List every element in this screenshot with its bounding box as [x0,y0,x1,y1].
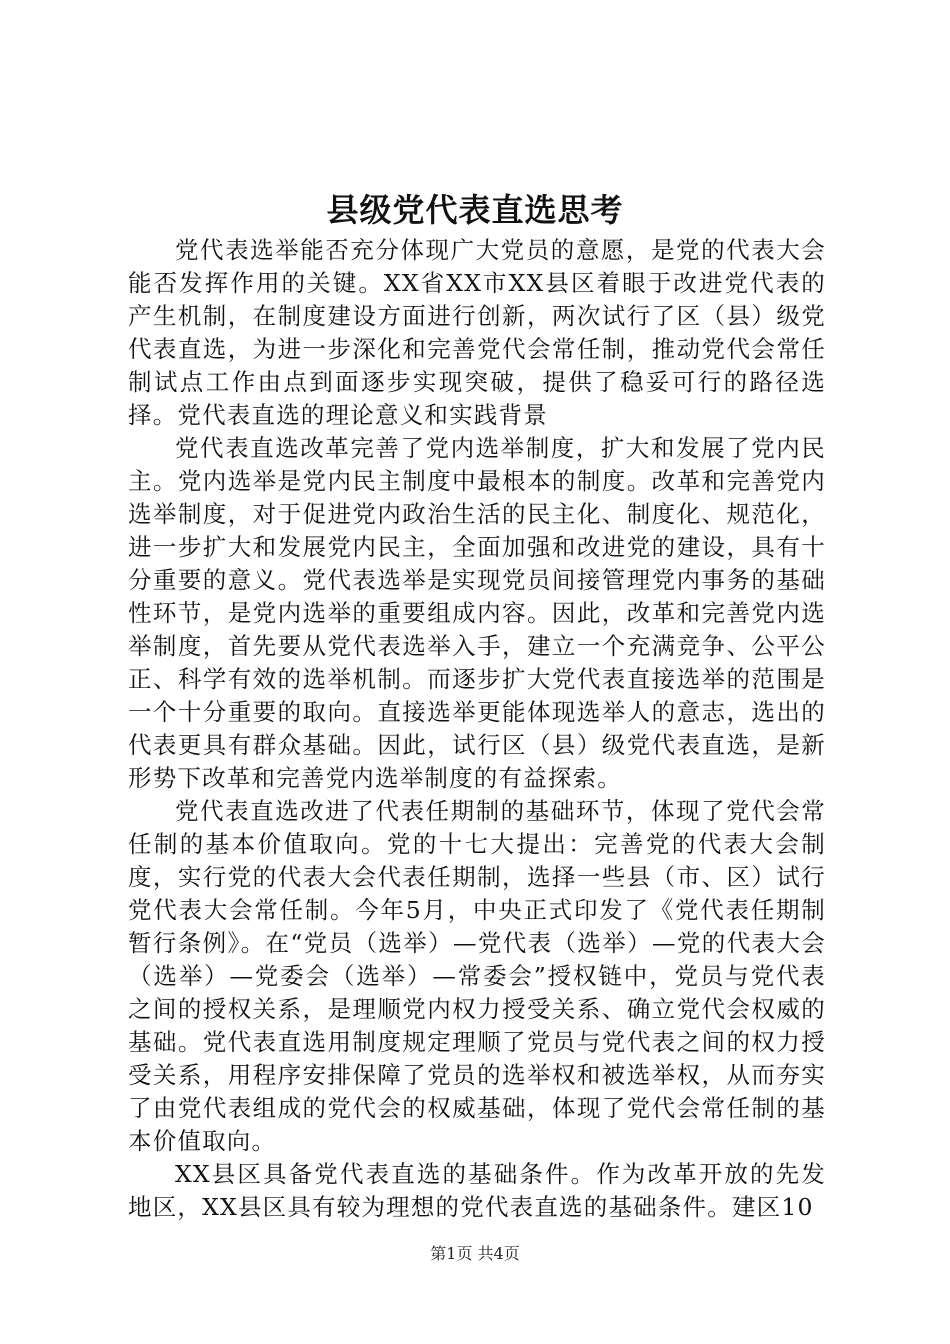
paragraph-4: XX县区具备党代表直选的基础条件。作为改革开放的先发地区，XX县区具有较为理想的党代表直选的基础条件。建区10 [128,1160,826,1221]
paragraph-2: 党代表直选改革完善了党内选举制度，扩大和发展了党内民主。党内选举是党内民主制度中最根本的制度。改革和完善党内选举制度，对于促进党内政治生活的民主化、制度化、规范化，进一步扩大和发展党内民主，全面加强和改进党的建设，具有十分重要的意义。党代表选举是实现党员间接管理党内事务的基础性环节，是党内选举的重要组成内容。因此，改革和完善党内选举制度，首先要从党代表选举入手，建立一个充满竞争、公平公正、科学有效的选举机制。而逐步扩大党代表直接选举的范围是一个十分重要的取向。直接选举更能体现选举人的意志，选出的代表更具有群众基础。因此，试行区（县）级党代表直选，是新形势下改革和完善党内选举制度的有益探索。 [128,434,826,792]
document-title: 县级党代表直选思考 [326,191,624,229]
document-body [128,234,826,1224]
page-number-footer: 第1页 共4页 [430,1244,520,1263]
paragraph-1: 党代表选举能否充分体现广大党员的意愿，是党的代表大会能否发挥作用的关键。XX省XX市XX县区着眼于改进党代表的产生机制，在制度建设方面进行创新，两次试行了区（县）级党代表直选，为进一步深化和完善党代会常任制，推动党代会常任制试点工作由点到面逐步实现突破，提供了稳妥可行的路径选择。党代表直选的理论意义和实践背景 [128,236,826,429]
paragraph-3: 党代表直选改进了代表任期制的基础环节，体现了党代会常任制的基本价值取向。党的十七大提出：完善党的代表大会制度，实行党的代表大会代表任期制，选择一些县（市、区）试行党代表大会常任制。今年5月，中央正式印发了《党代表任期制暂行条例》。在“党员（选举）—党代表（选举）—党的代表大会（选举）—党委会（选举）—常委会”授权链中，党员与党代表之间的授权关系，是理顺党内权力授受关系、确立党代会权威的基础。党代表直选用制度规定理顺了党员与党代表之间的权力授受关系，用程序安排保障了党员的选举权和被选举权，从而夯实了由党代表组成的党代会的权威基础，体现了党代会常任制的基本价值取向。 [128,797,826,1155]
